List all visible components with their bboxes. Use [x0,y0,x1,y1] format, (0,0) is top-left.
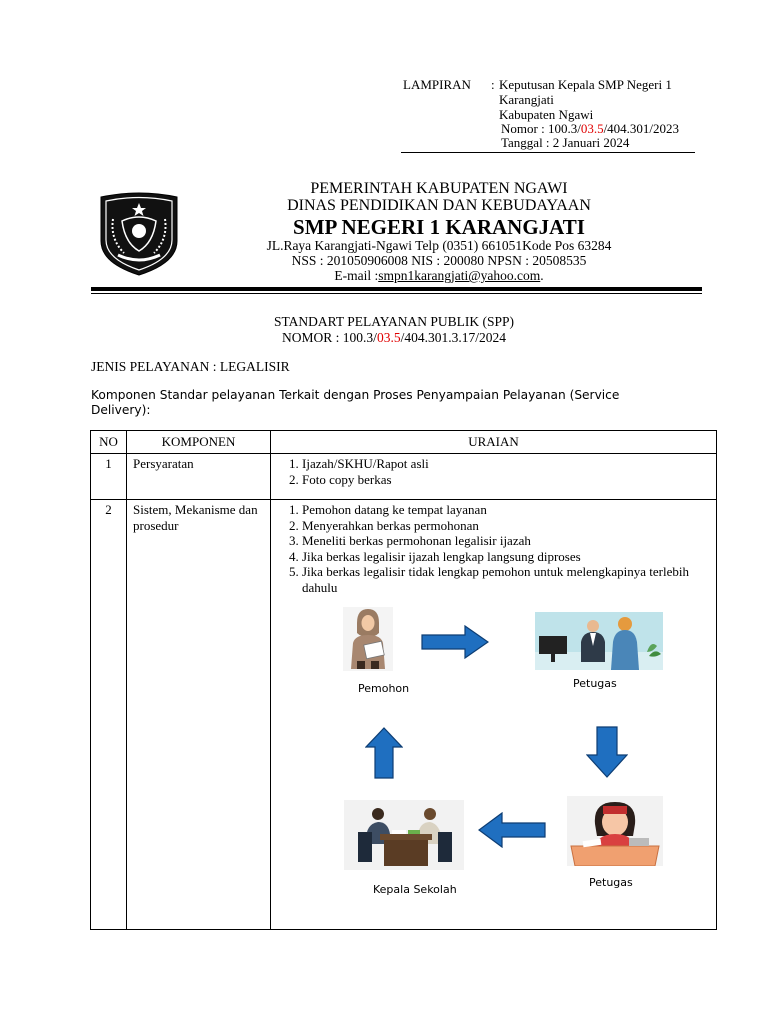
lampiran-divider [401,152,695,153]
service-standard-table [90,430,717,930]
list-item: 2. Foto copy berkas [302,472,710,488]
kop-divider-thin [91,293,702,294]
doc-number: NOMOR : 100.3/03.5/404.301.3.17/2024 [282,330,506,345]
procedure-list [277,502,710,595]
kop-identifiers: NSS : 201050906008 NIS : 200080 NPSN : 20508535 [291,253,587,268]
table-row [91,500,717,930]
header-komponen: KOMPONEN [127,431,271,454]
label-pemohon: Pemohon [358,682,410,695]
doc-title: STANDART PELAYANAN PUBLIK (SPP) [273,314,515,329]
header-uraian: URAIAN [271,431,717,454]
email-link[interactable]: smpn1karangjati@yahoo.com [378,268,541,283]
lampiran-line-3: Kabupaten Ngawi [499,107,594,122]
row-number: 1 [91,454,127,500]
kop-school-name: SMP NEGERI 1 KARANGJATI [293,215,585,239]
label-kepala-sekolah: Kepala Sekolah [373,883,457,896]
row-komponen: Sistem, Mekanisme dan prosedur [127,500,271,930]
row-uraian [271,454,717,500]
requirements-list [277,456,710,487]
kop-divider-thick [91,287,702,291]
component-intro: Komponen Standar pelayanan Terkait dengan Proses Penyampaian Pelayanan (Service Delivery): [91,388,620,417]
table-header-row [91,431,717,454]
table-row [91,454,717,500]
list-item: 1. Ijazah/SKHU/Rapot asli [302,456,710,472]
header-no: NO [91,431,127,454]
list-item: 2. Menyerahkan berkas permohonan [302,518,710,534]
lampiran-colon: : [491,77,495,92]
lampiran-label: LAMPIRAN [403,77,471,92]
label-petugas-bottom: Petugas [589,876,633,889]
lampiran-line-2: Karangjati [499,92,554,107]
lampiran-nomor: Nomor : 100.3/03.5/404.301/2023 [501,121,680,136]
lampiran-line-1: Keputusan Kepala SMP Negeri 1 [499,77,672,92]
kop-government: PEMERINTAH KABUPATEN NGAWI [310,180,568,197]
list-item: 3. Meneliti berkas permohonan legalisir ijazah [302,533,710,549]
kop-department: DINAS PENDIDIKAN DAN KEBUDAYAAN [287,197,591,214]
row-uraian [271,500,717,930]
row-komponen: Persyaratan [127,454,271,500]
label-petugas-top: Petugas [573,677,617,690]
kop-email: E-mail :smpn1karangjati@yahoo.com. [334,268,544,283]
service-type: JENIS PELAYANAN : LEGALISIR [91,359,290,374]
kop-address: JL.Raya Karangjati-Ngawi Telp (0351) 661051Kode Pos 63284 [266,238,612,253]
list-item: 1. Pemohon datang ke tempat layanan [302,502,710,518]
row-number: 2 [91,500,127,930]
lampiran-tanggal: Tanggal : 2 Januari 2024 [501,135,630,150]
list-item: 5. Jika berkas legalisir tidak lengkap pemohon untuk melengkapinya terlebih dahulu [302,564,710,595]
list-item: 4. Jika berkas legalisir ijazah lengkap langsung diproses [302,549,710,565]
